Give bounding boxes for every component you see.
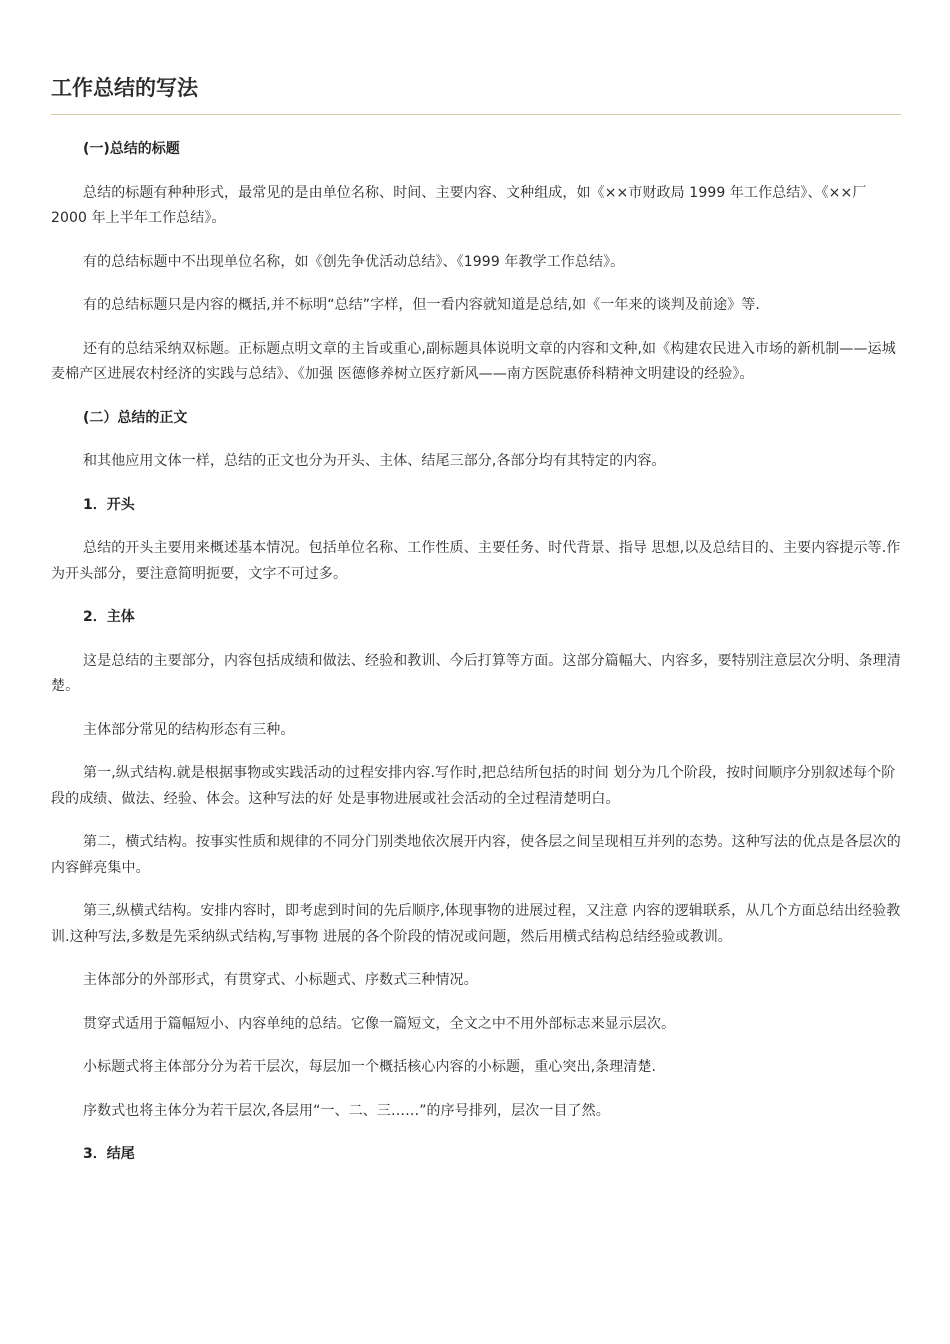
paragraph: 第一,纵式结构.就是根据事物或实践活动的过程安排内容.写作时,把总结所包括的时间 划分为几个阶段，按时间顺序分别叙述每个阶段的成绩、做法、经验、体会。这种写法的好 处是事物进展或社会活动的全过程清楚明白。 bbox=[51, 765, 896, 807]
paragraph: 主体部分的外部形式，有贯穿式、小标题式、序数式三种情况。 bbox=[83, 972, 478, 988]
section-heading-title: (一)总结的标题 bbox=[83, 141, 180, 157]
paragraph: 这是总结的主要部分，内容包括成绩和做法、经验和教训、今后打算等方面。这部分篇幅大、内容多，要特别注意层次分明、条理清楚。 bbox=[51, 652, 901, 694]
subheading-ending: 3．结尾 bbox=[83, 1146, 135, 1162]
paragraph: 总结的开头主要用来概述基本情况。包括单位名称、工作性质、主要任务、时代背景、指导 思想,以及总结目的、主要内容提示等.作为开头部分，要注意简明扼要，文字不可过多。 bbox=[51, 540, 901, 582]
paragraph: 第二，横式结构。按事实性质和规律的不同分门别类地依次展开内容，使各层之间呈现相互并列的态势。这种写法的优点是各层次的内容鲜亮集中。 bbox=[51, 834, 901, 876]
paragraph: 有的总结标题只是内容的概括,并不标明“总结”字样，但一看内容就知道是总结,如《一年来的谈判及前途》等. bbox=[83, 297, 760, 313]
section-heading-body: (二）总结的正文 bbox=[83, 409, 188, 426]
paragraph: 序数式也将主体分为若干层次,各层用“一、二、三……”的序号排列，层次一目了然。 bbox=[83, 1102, 610, 1119]
subheading-main: 2．主体 bbox=[83, 609, 135, 625]
paragraph: 和其他应用文体一样，总结的正文也分为开头、主体、结尾三部分,各部分均有其特定的内容。 bbox=[83, 453, 666, 469]
article-body bbox=[51, 137, 901, 1168]
page-title: 工作总结的写法 bbox=[51, 76, 198, 100]
paragraph: 贯穿式适用于篇幅短小、内容单纯的总结。它像一篇短文，全文之中不用外部标志来显示层次。 bbox=[83, 1015, 676, 1032]
title-divider bbox=[51, 114, 901, 115]
subheading-opening: 1．开头 bbox=[83, 496, 135, 513]
paragraph: 总结的标题有种种形式，最常见的是由单位名称、时间、主要内容、文种组成，如《××市财政局 1999 年工作总结》、《××厂 2000 年上半年工作总结》。 bbox=[51, 184, 867, 226]
paragraph: 主体部分常见的结构形态有三种。 bbox=[83, 721, 295, 738]
paragraph: 第三,纵横式结构。安排内容时，即考虑到时间的先后顺序,体现事物的进展过程，又注意 内容的逻辑联系，从几个方面总结出经验教训.这种写法,多数是先采纳纵式结构,写事物 进展的各个阶段的情况或问题，然后用横式结构总结经验或教训。 bbox=[51, 903, 901, 945]
document-page bbox=[51, 70, 901, 1186]
paragraph: 小标题式将主体部分分为若干层次，每层加一个概括核心内容的小标题，重心突出,条理清楚. bbox=[83, 1059, 657, 1075]
paragraph: 还有的总结采纳双标题。正标题点明文章的主旨或重心,副标题具体说明文章的内容和文种,如《构建农民进入市场的新机制——运城麦棉产区进展农村经济的实践与总结》、《加强 医德修养树立医疗新风——南方医院惠侨科精神文明建设的经验》。 bbox=[51, 340, 896, 382]
paragraph: 有的总结标题中不出现单位名称，如《创先争优活动总结》、《1999 年教学工作总结》。 bbox=[83, 253, 625, 270]
